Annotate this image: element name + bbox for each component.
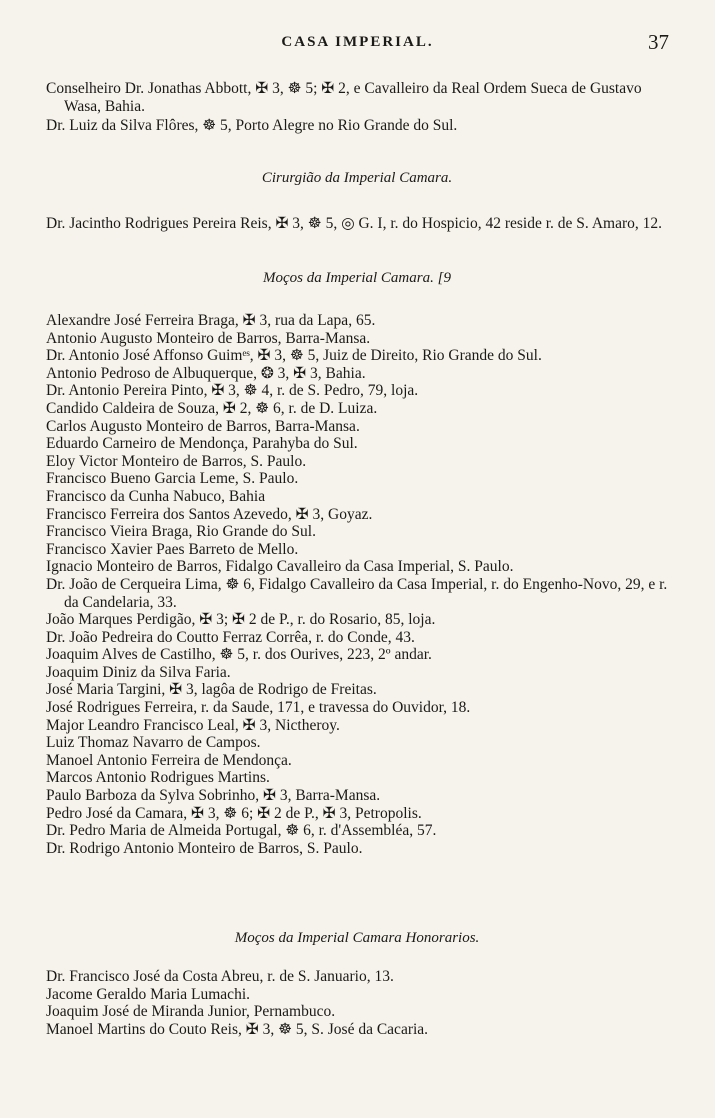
list-item: Marcos Antonio Rodrigues Martins.: [46, 769, 270, 787]
section-mocos-entries: [46, 312, 668, 857]
list-item: Dr. Pedro Maria de Almeida Portugal, ☸ 6, r. d'Assembléa, 57.: [46, 822, 437, 840]
list-item: Francisco da Cunha Nabuco, Bahia: [46, 487, 266, 505]
section-cirurgiao-heading: [46, 170, 668, 187]
list-item: Dr. João Pedreira do Coutto Ferraz Corrêa, r. do Conde, 43.: [46, 628, 415, 646]
running-title: CASA IMPERIAL.: [281, 34, 434, 50]
page-number: 37: [648, 30, 669, 54]
list-item: Dr. Luiz da Silva Flôres, ☸ 5, Porto Alegre no Rio Grande do Sul.: [46, 117, 458, 135]
section-mocos-heading: [46, 270, 668, 287]
list-item: Major Leandro Francisco Leal, ✠ 3, Nictheroy.: [46, 716, 340, 734]
list-item: Dr. Antonio José Affonso Guimᵉˢ, ✠ 3, ☸ 5, Juiz de Direito, Rio Grande do Sul.: [46, 347, 542, 365]
section-heading: Cirurgião da Imperial Camara.: [261, 170, 453, 186]
list-item: Manoel Martins do Couto Reis, ✠ 3, ☸ 5, S. José da Cacaria.: [46, 1020, 429, 1038]
top-entries: [46, 80, 668, 135]
list-item: Dr. João de Cerqueira Lima, ☸ 6, Fidalgo Cavalleiro da Casa Imperial, r. do Engenho-Novo, 29, e r. da Candelaria, 33.: [46, 575, 668, 611]
list-item: Pedro José da Camara, ✠ 3, ☸ 6; ✠ 2 de P., ✠ 3, Petropolis.: [46, 804, 422, 822]
list-item: Dr. Antonio Pereira Pinto, ✠ 3, ☸ 4, r. de S. Pedro, 79, loja.: [46, 382, 419, 400]
list-item: Conselheiro Dr. Jonathas Abbott, ✠ 3, ☸ 5; ✠ 2, e Cavalleiro da Real Ordem Sueca de Gustavo Wasa, Bahia.: [46, 80, 642, 115]
list-item: Dr. Francisco José da Costa Abreu, r. de S. Januario, 13.: [46, 968, 394, 985]
list-item: Candido Caldeira de Souza, ✠ 2, ☸ 6, r. de D. Luiza.: [46, 399, 378, 417]
list-item: José Maria Targini, ✠ 3, lagôa de Rodrigo de Freitas.: [46, 681, 377, 699]
list-item: Alexandre José Ferreira Braga, ✠ 3, rua da Lapa, 65.: [46, 312, 376, 329]
list-item: Paulo Barboza da Sylva Sobrinho, ✠ 3, Barra-Mansa.: [46, 787, 381, 805]
list-item: Joaquim Alves de Castilho, ☸ 5, r. dos Ourives, 223, 2º andar.: [46, 646, 432, 664]
list-item: José Rodrigues Ferreira, r. da Saude, 171, e travessa do Ouvidor, 18.: [46, 699, 471, 717]
section-heading: Moços da Imperial Camara Honorarios.: [234, 930, 480, 946]
list-item: Jacome Geraldo Maria Lumachi.: [46, 985, 250, 1003]
list-item: Eloy Victor Monteiro de Barros, S. Paulo.: [46, 452, 307, 470]
list-item: Joaquim Diniz da Silva Faria.: [46, 663, 231, 681]
page-header: [0, 32, 715, 56]
section-heading: Moços da Imperial Camara. [9: [263, 270, 451, 286]
list-item: Joaquim José de Miranda Junior, Pernambuco.: [46, 1003, 336, 1021]
section-cirurgiao-entries: [46, 215, 668, 233]
list-item: Dr. Rodrigo Antonio Monteiro de Barros, S. Paulo.: [46, 839, 363, 857]
list-item: Eduardo Carneiro de Mendonça, Parahyba do Sul.: [46, 435, 358, 453]
list-item: Ignacio Monteiro de Barros, Fidalgo Cavalleiro da Casa Imperial, S. Paulo.: [46, 558, 514, 576]
list-item: Luiz Thomaz Navarro de Campos.: [46, 734, 261, 752]
section-honorarios-heading: [46, 930, 668, 947]
list-item: João Marques Perdigão, ✠ 3; ✠ 2 de P., r. do Rosario, 85, loja.: [46, 611, 436, 629]
section-honorarios-entries: [46, 968, 668, 1038]
list-item: Antonio Augusto Monteiro de Barros, Barra-Mansa.: [46, 329, 371, 347]
list-item: Manoel Antonio Ferreira de Mendonça.: [46, 751, 292, 769]
list-item: Francisco Bueno Garcia Leme, S. Paulo.: [46, 470, 299, 488]
list-item: Dr. Jacintho Rodrigues Pereira Reis, ✠ 3, ☸ 5, ◎ G. I, r. do Hospicio, 42 reside r. de S. Amaro, 12.: [46, 215, 662, 232]
list-item: Carlos Augusto Monteiro de Barros, Barra-Mansa.: [46, 417, 360, 435]
list-item: Francisco Xavier Paes Barreto de Mello.: [46, 540, 299, 558]
list-item: Francisco Vieira Braga, Rio Grande do Sul.: [46, 523, 316, 541]
list-item: Francisco Ferreira dos Santos Azevedo, ✠ 3, Goyaz.: [46, 505, 373, 523]
list-item: Antonio Pedroso de Albuquerque, ❂ 3, ✠ 3, Bahia.: [46, 364, 366, 382]
